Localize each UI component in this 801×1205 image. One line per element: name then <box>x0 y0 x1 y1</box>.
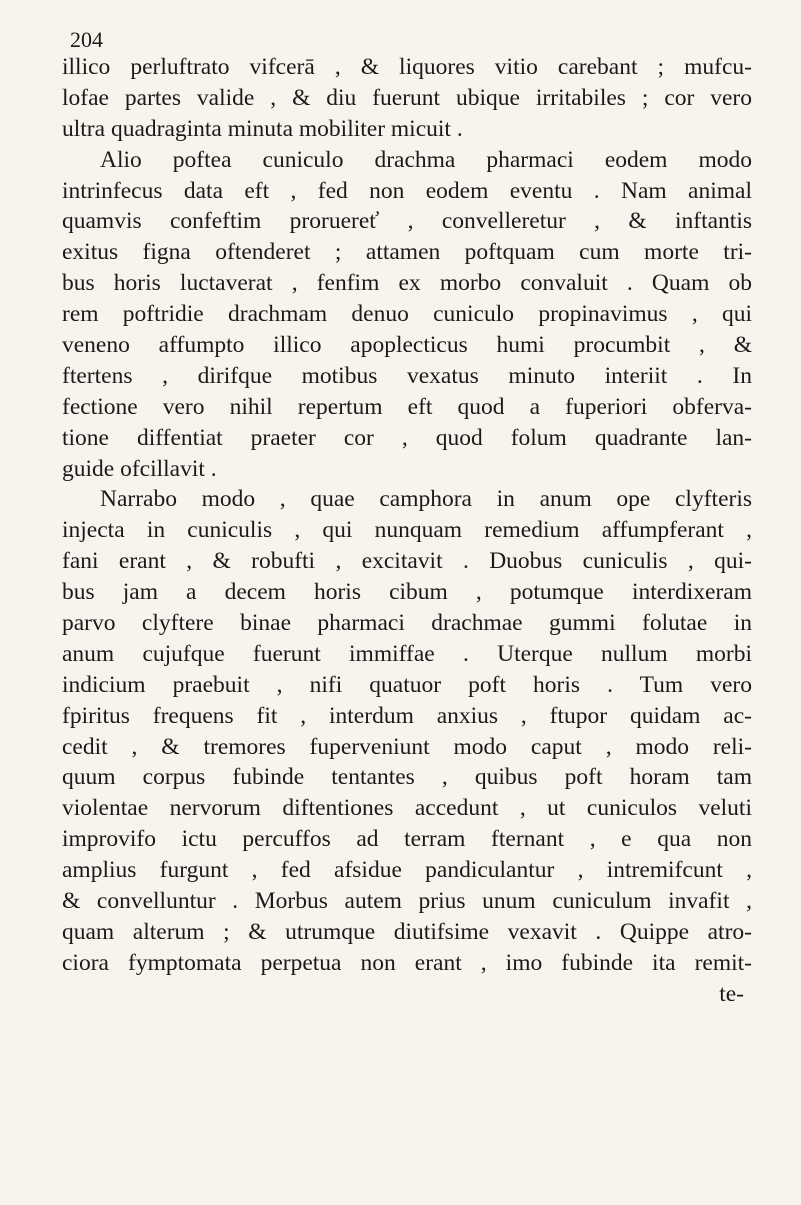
text-line: quamvis confeftim proruereť , convelleretur , & inftantis <box>62 208 752 235</box>
text-line: lofae partes valide , & diu fuerunt ubique irritabiles ; cor vero <box>62 84 752 111</box>
text-line: improvifo ictu percuffos ad terram fternant , e qua non <box>62 826 752 853</box>
text-line: amplius furgunt , fed afsidue pandiculantur , intremifcunt , <box>62 857 752 884</box>
text-line: injecta in cuniculis , qui nunquam remedium affumpferant , <box>62 517 752 544</box>
text-line: rem poftridie drachmam denuo cuniculo propinavimus , qui <box>62 301 752 328</box>
text-line: ftertens , dirifque motibus vexatus minuto interiit . In <box>62 362 752 389</box>
text-line: fani erant , & robufti , excitavit . Duobus cuniculis , qui- <box>62 548 752 575</box>
page-number: 204 <box>70 27 103 52</box>
body-text <box>62 52 752 1010</box>
text-line: tione diffentiat praeter cor , quod folum quadrante lan- <box>62 424 752 451</box>
text-line: intrinfecus data eft , fed non eodem eventu . Nam animal <box>62 177 752 204</box>
text-line: bus jam a decem horis cibum , potumque interdixeram <box>62 579 752 606</box>
text-line: & convelluntur . Morbus autem prius unum cuniculum invafit , <box>62 888 752 915</box>
text-line: illico perluftrato vifcerā , & liquores vitio carebant ; mufcu- <box>62 54 752 80</box>
text-line: fpiritus frequens fit , interdum anxius , ftupor quidam ac- <box>62 702 752 729</box>
text-line: quam alterum ; & utrumque diutifsime vexavit . Quippe atro- <box>62 918 752 945</box>
text-line: ultra quadraginta minuta mobiliter micuit . <box>62 115 463 142</box>
text-line: quum corpus fubinde tentantes , quibus poft horam tam <box>62 764 752 791</box>
text-line: violentae nervorum diftentiones accedunt , ut cuniculos veluti <box>62 795 752 822</box>
text-line: cedit , & tremores fuperveniunt modo caput , modo reli- <box>62 733 752 760</box>
text-line: Alio poftea cuniculo drachma pharmaci eodem modo <box>100 146 752 173</box>
text-line: Narrabo modo , quae camphora in anum ope clyfteris <box>100 486 752 513</box>
text-line: fectione vero nihil repertum eft quod a fuperiori obferva- <box>62 393 752 420</box>
catchword: te- <box>719 980 744 1007</box>
text-line: guide ofcillavit . <box>62 455 217 482</box>
text-line: veneno affumpto illico apoplecticus humi procumbit , & <box>62 332 752 359</box>
text-line: parvo clyftere binae pharmaci drachmae gummi folutae in <box>62 610 752 637</box>
text-line: indicium praebuit , nifi quatuor poft horis . Tum vero <box>62 671 752 698</box>
text-line: ciora fymptomata perpetua non erant , imo fubinde ita remit- <box>62 949 752 976</box>
text-line: bus horis luctaverat , fenfim ex morbo convaluit . Quam ob <box>62 270 752 297</box>
text-line: exitus figna oftenderet ; attamen poftquam cum morte tri- <box>62 239 752 266</box>
text-line: anum cujufque fuerunt immiffae . Uterque nullum morbi <box>62 640 752 667</box>
